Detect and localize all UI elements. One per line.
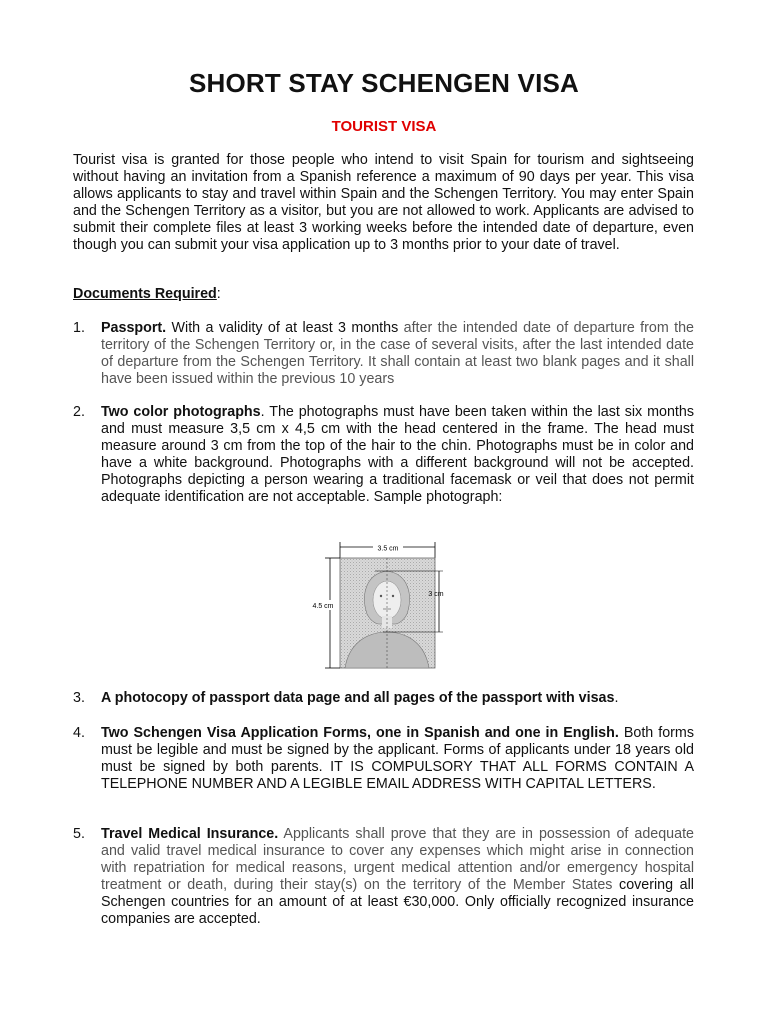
- list-item-number: 1.: [73, 320, 85, 336]
- item-bold-text: Travel Medical Insurance.: [101, 826, 279, 842]
- list-item-number: 3.: [73, 690, 85, 706]
- list-item-passport: [73, 320, 694, 388]
- item-text: With a validity of at least 3 months: [166, 320, 399, 336]
- item-bold-text: Passport.: [101, 320, 167, 336]
- list-item-number: 5.: [73, 826, 85, 842]
- photo-head-label: 3 cm: [428, 591, 444, 598]
- intro-paragraph: Tourist visa is granted for those people who intend to visit Spain for tourism and sightseeing without having an invitation from a Spanish reference a maximum of 90 days per year. This visa allows applicants to stay and travel within Spain and the Schengen Territory. You may enter Spain and the Schengen Territory as a visitor, but you are not allowed to work. Applicants are advised to submit their complete files at least 3 working weeks before the intended date of departure, even though you can submit your visa application up to 3 months prior to your date of travel.: [73, 152, 694, 253]
- documents-heading-colon: :: [216, 286, 221, 302]
- list-item-photographs: [73, 404, 694, 506]
- list-item-passport-copy: [73, 690, 694, 707]
- list-item-body: [101, 404, 694, 506]
- item-text: Both forms must be legible and must be signed by the applicant. Forms of applicants under 18 years old must be signed by both parents. IT IS COMPULSORY THAT ALL FORMS CONTAIN A TELEPHONE NUMBER AND A LEGIBLE EMAIL ADDRESS WITH CAPITAL LETTERS.: [101, 725, 694, 792]
- photo-width-label: 3.5 cm: [377, 545, 399, 553]
- item-bold-text: Two Schengen Visa Application Forms, one in Spanish and one in English.: [101, 725, 619, 741]
- photo-height-label: 4.5 cm: [312, 603, 334, 610]
- list-item-number: 4.: [73, 725, 85, 741]
- item-gray-text: after the intended date of departure from the territory of the Schengen Territory or, in the case of several visits, after the last intended date of departure from the Schengen Territory. It shall contain at least two blank pages and it shall have been issued within the previous 10 years: [101, 320, 694, 387]
- item-gray-text: Applicants shall prove that they are in possession of adequate and valid travel medical insurance to cover any expenses which might arise in connection with repatriation for medical reasons, urgent medical attention and/or emergency hospital treatment or death, during their stay(s) on the territory of the Member States: [101, 826, 694, 893]
- item-text: .: [614, 690, 619, 706]
- item-bold-text: A photocopy of passport data page and all pages of the passport with visas: [101, 690, 615, 706]
- list-item-medical-insurance: [73, 826, 694, 928]
- sample-photograph: [305, 538, 445, 678]
- page-subtitle: TOURIST VISA: [331, 118, 437, 135]
- list-item-body: [101, 690, 694, 707]
- item-text: . The photographs must have been taken within the last six months and must measure 3,5 cm x 4,5 cm with the head centered in the frame. The head must measure around 3 cm from the top of the hair to the chin. Photographs must be in color and have a white background. Photographs with a different background will not be accepted. Photographs depicting a person wearing a traditional facemask or veil that does not permit adequate identification are not acceptable. Sample photograph:: [101, 404, 694, 505]
- item-bold-text: Two color photographs: [101, 404, 261, 420]
- list-item-body: [101, 826, 694, 928]
- list-item-body: [101, 320, 694, 388]
- list-item-body: [101, 725, 694, 793]
- page-title: SHORT STAY SCHENGEN VISA: [188, 68, 580, 98]
- documents-heading: [73, 286, 221, 302]
- documents-heading-text: Documents Required: [73, 286, 217, 302]
- list-item-number: 2.: [73, 404, 85, 420]
- list-item-application-forms: [73, 725, 694, 793]
- item-text: covering all Schengen countries for an amount of at least €30,000. Only officially recognized insurance companies are accepted.: [101, 877, 694, 927]
